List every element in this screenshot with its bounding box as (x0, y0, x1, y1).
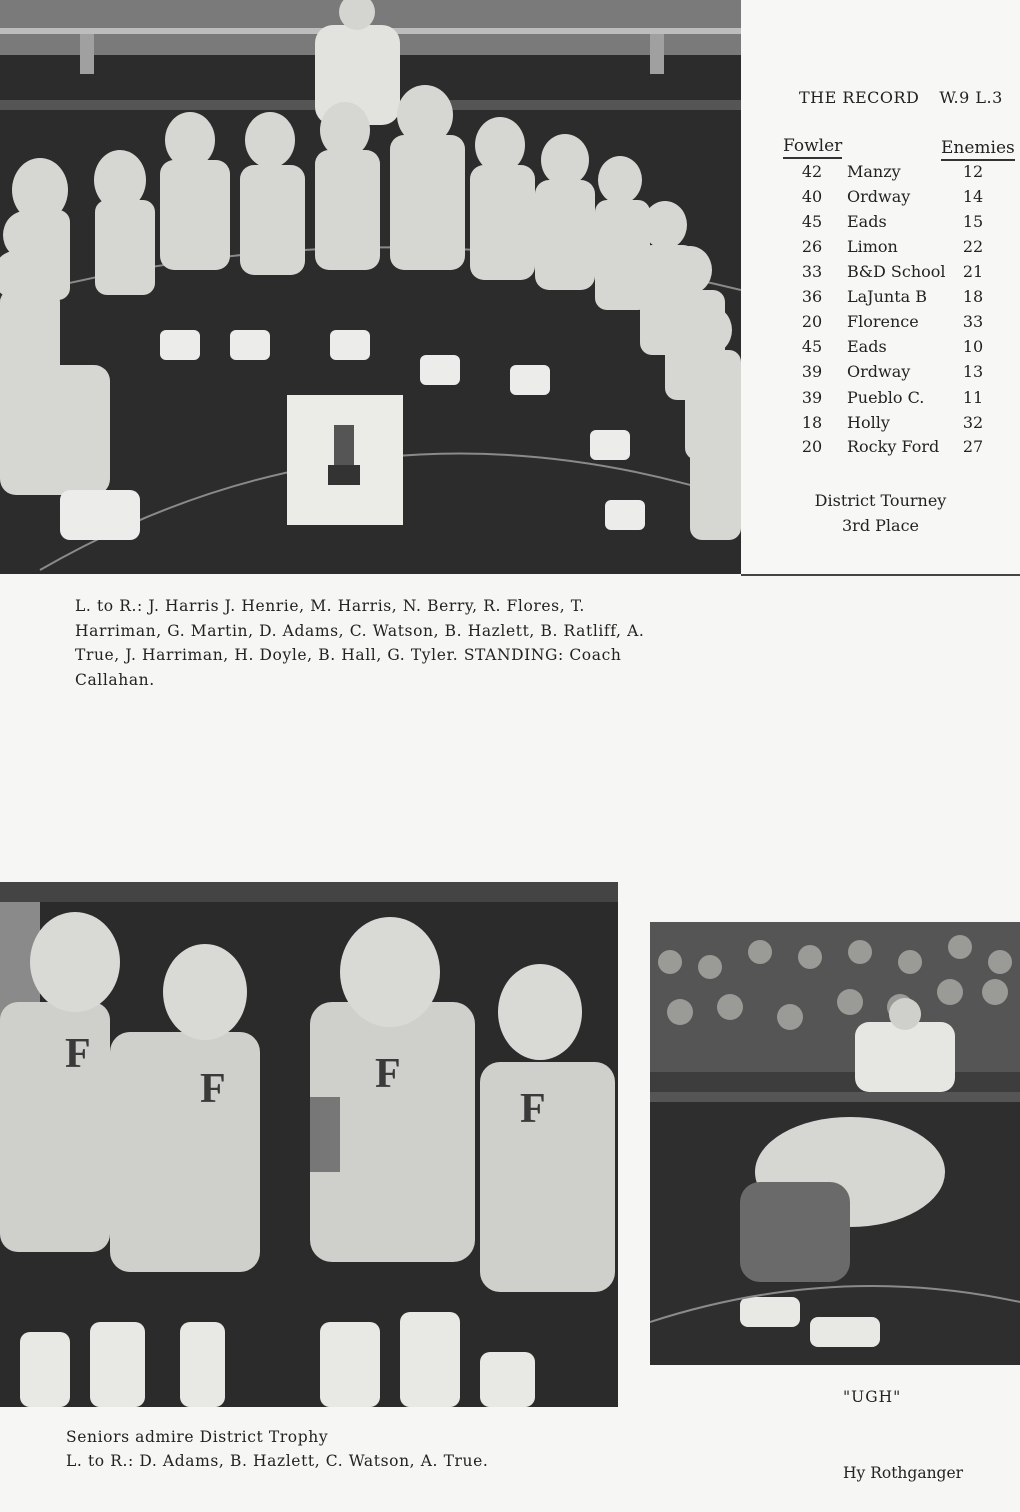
enemy-score: 22 (962, 237, 984, 256)
game-row (741, 362, 1020, 387)
photographer-credit: Hy Rothganger (843, 1464, 964, 1482)
opponent: Holly (847, 413, 890, 432)
enemy-score: 10 (962, 337, 984, 356)
opponent: B&D School (847, 262, 946, 281)
enemy-score: 27 (962, 437, 984, 456)
svg-text:F: F (375, 1051, 401, 1097)
enemy-score: 21 (962, 262, 984, 281)
tourney-result (741, 488, 1020, 538)
game-row (741, 312, 1020, 337)
fowler-score: 39 (801, 388, 823, 407)
record-panel (741, 0, 1020, 576)
svg-text:F: F (65, 1031, 91, 1077)
game-row (741, 388, 1020, 413)
enemy-score: 13 (962, 362, 984, 381)
enemies-column-header: Enemies (941, 138, 1015, 161)
opponent: Ordway (847, 187, 911, 206)
fowler-score: 36 (801, 287, 823, 306)
svg-text:F: F (200, 1066, 226, 1112)
game-row (741, 162, 1020, 187)
opponent: Eads (847, 337, 887, 356)
opponent: Pueblo C. (847, 388, 925, 407)
opponent: Florence (847, 312, 919, 331)
enemy-score: 32 (962, 413, 984, 432)
record-title-text: THE RECORD (799, 88, 920, 107)
opponent: Limon (847, 237, 898, 256)
fowler-score: 26 (801, 237, 823, 256)
game-row (741, 287, 1020, 312)
svg-text:F: F (520, 1086, 546, 1132)
tourney-line-1: District Tourney (814, 491, 947, 510)
team-photo (0, 0, 741, 574)
fowler-score: 45 (801, 337, 823, 356)
enemy-score: 33 (962, 312, 984, 331)
enemy-score: 18 (962, 287, 984, 306)
fowler-score: 18 (801, 413, 823, 432)
game-row (741, 237, 1020, 262)
fowler-score: 40 (801, 187, 823, 206)
fowler-score: 33 (801, 262, 823, 281)
team-caption: L. to R.: J. Harris J. Henrie, M. Harris, N. Berry, R. Flores, T. Harriman, G. Martin, D. Adams, C. Watson, B. Hazlett, B. Ratliff, A. True, J. Harriman, H. Doyle, B. Hall, G. Tyler. STANDING: Coach Callahan. (75, 597, 645, 689)
game-row (741, 262, 1020, 287)
opponent: Ordway (847, 362, 911, 381)
fowler-score: 20 (801, 437, 823, 456)
enemy-score: 15 (962, 212, 984, 231)
ugh-caption: "UGH" (843, 1388, 902, 1406)
opponent: Rocky Ford (847, 437, 940, 456)
fowler-score: 20 (801, 312, 823, 331)
fowler-score: 42 (801, 162, 823, 181)
fowler-column-header: Fowler (783, 136, 842, 159)
game-row (741, 437, 1020, 462)
record-title (799, 88, 1003, 107)
tourney-line-2: 3rd Place (841, 516, 919, 535)
seniors-caption (66, 1425, 586, 1473)
opponent: LaJunta B (847, 287, 927, 306)
seniors-caption-line-2: L. to R.: D. Adams, B. Hazlett, C. Watson, A. True. (66, 1452, 489, 1470)
game-row (741, 212, 1020, 237)
fowler-score: 45 (801, 212, 823, 231)
win-loss: W.9 L.3 (939, 88, 1003, 107)
game-row (741, 413, 1020, 438)
opponent: Eads (847, 212, 887, 231)
enemy-score: 14 (962, 187, 984, 206)
opponent: Manzy (847, 162, 901, 181)
ugh-photo (650, 922, 1020, 1365)
enemy-score: 12 (962, 162, 984, 181)
seniors-photo (0, 882, 618, 1407)
game-row (741, 337, 1020, 362)
fowler-score: 39 (801, 362, 823, 381)
game-row (741, 187, 1020, 212)
enemy-score: 11 (962, 388, 984, 407)
seniors-caption-line-1: Seniors admire District Trophy (66, 1428, 329, 1446)
